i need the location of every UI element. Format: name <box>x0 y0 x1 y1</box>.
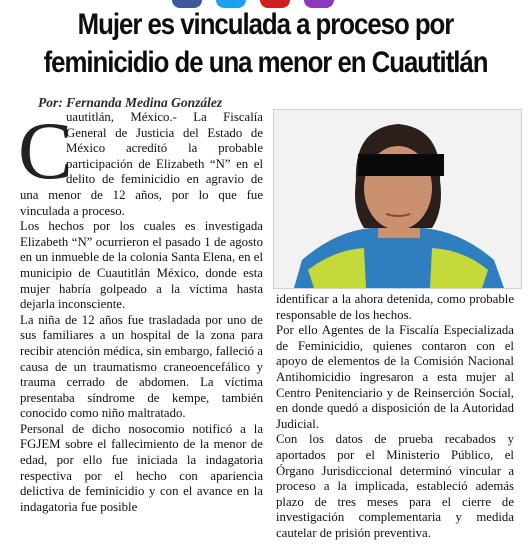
suspect-photo <box>273 109 522 289</box>
drop-cap: C <box>18 105 73 196</box>
paragraph: Por ello Agentes de la Fiscalía Especializada de Feminicidio, quienes contaron con el apoyo de elementos de la Comisión Nacional Antihomicidio ingresaron a esta mujer al Centro Penitenciario y de Reinserción Social, en donde quedó a disposición de la Autoridad Judicial. <box>276 323 514 431</box>
article-left-column <box>18 105 263 515</box>
byline: Por: Fernanda Medina González <box>38 95 223 110</box>
paragraph: Personal de dicho nosocomio notificó a la FGJEM sobre el fallecimiento de la menor de edad, por ello fue iniciada la indagatoria respectiva por el hecho con apariencia delictiva de feminicidio y con el avance en la indagatoria fue posible <box>20 421 263 514</box>
paragraph: uautitlán, México.- La Fiscalía General de Justicia del Estado de México acreditó la probable participación de Elizabeth “N” en el delito de feminicidio en agravio de una menor de 12 años, por lo que fue vinculada a proceso. <box>20 110 263 218</box>
censor-bar <box>358 154 444 176</box>
headline-line-2: feminicidio de una menor en Cuautitlán <box>43 46 488 79</box>
paragraph: La niña de 12 años fue trasladada por uno de sus familiares a un hospital de la zona para recibir atención médica, sin embargo, falleció a causa de un traumatismo craneoencefálico y trauma cerrado de abdomen. La víctima presentaba síndrome de kempe, también conocido como niño maltratado. <box>20 312 263 421</box>
paragraph: Los hechos por los cuales es investigada Elizabeth “N” ocurrieron el pasado 1 de agosto en un inmueble de la colonia Santa Elena, en el municipio de Cuautitlán México, donde esta mujer habría golpeado a la víctima hasta dejarla inconsciente. <box>20 219 263 312</box>
paragraph: identificar a la ahora detenida, como probable responsable de los hechos. <box>276 292 514 322</box>
paragraph: Con los datos de prueba recabados y aportados por el Ministerio Público, el Órgano Jurisdiccional determinó vincular a proceso a la implicada, estableció además plazo de tres meses para el cierre de investigación complementaria y medida cautelar de prisión preventiva. <box>276 432 514 540</box>
headline-line-1: Mujer es vinculada a proceso por <box>77 8 454 41</box>
suspect-photo-illustration <box>274 110 521 288</box>
article-right-column <box>276 292 514 542</box>
